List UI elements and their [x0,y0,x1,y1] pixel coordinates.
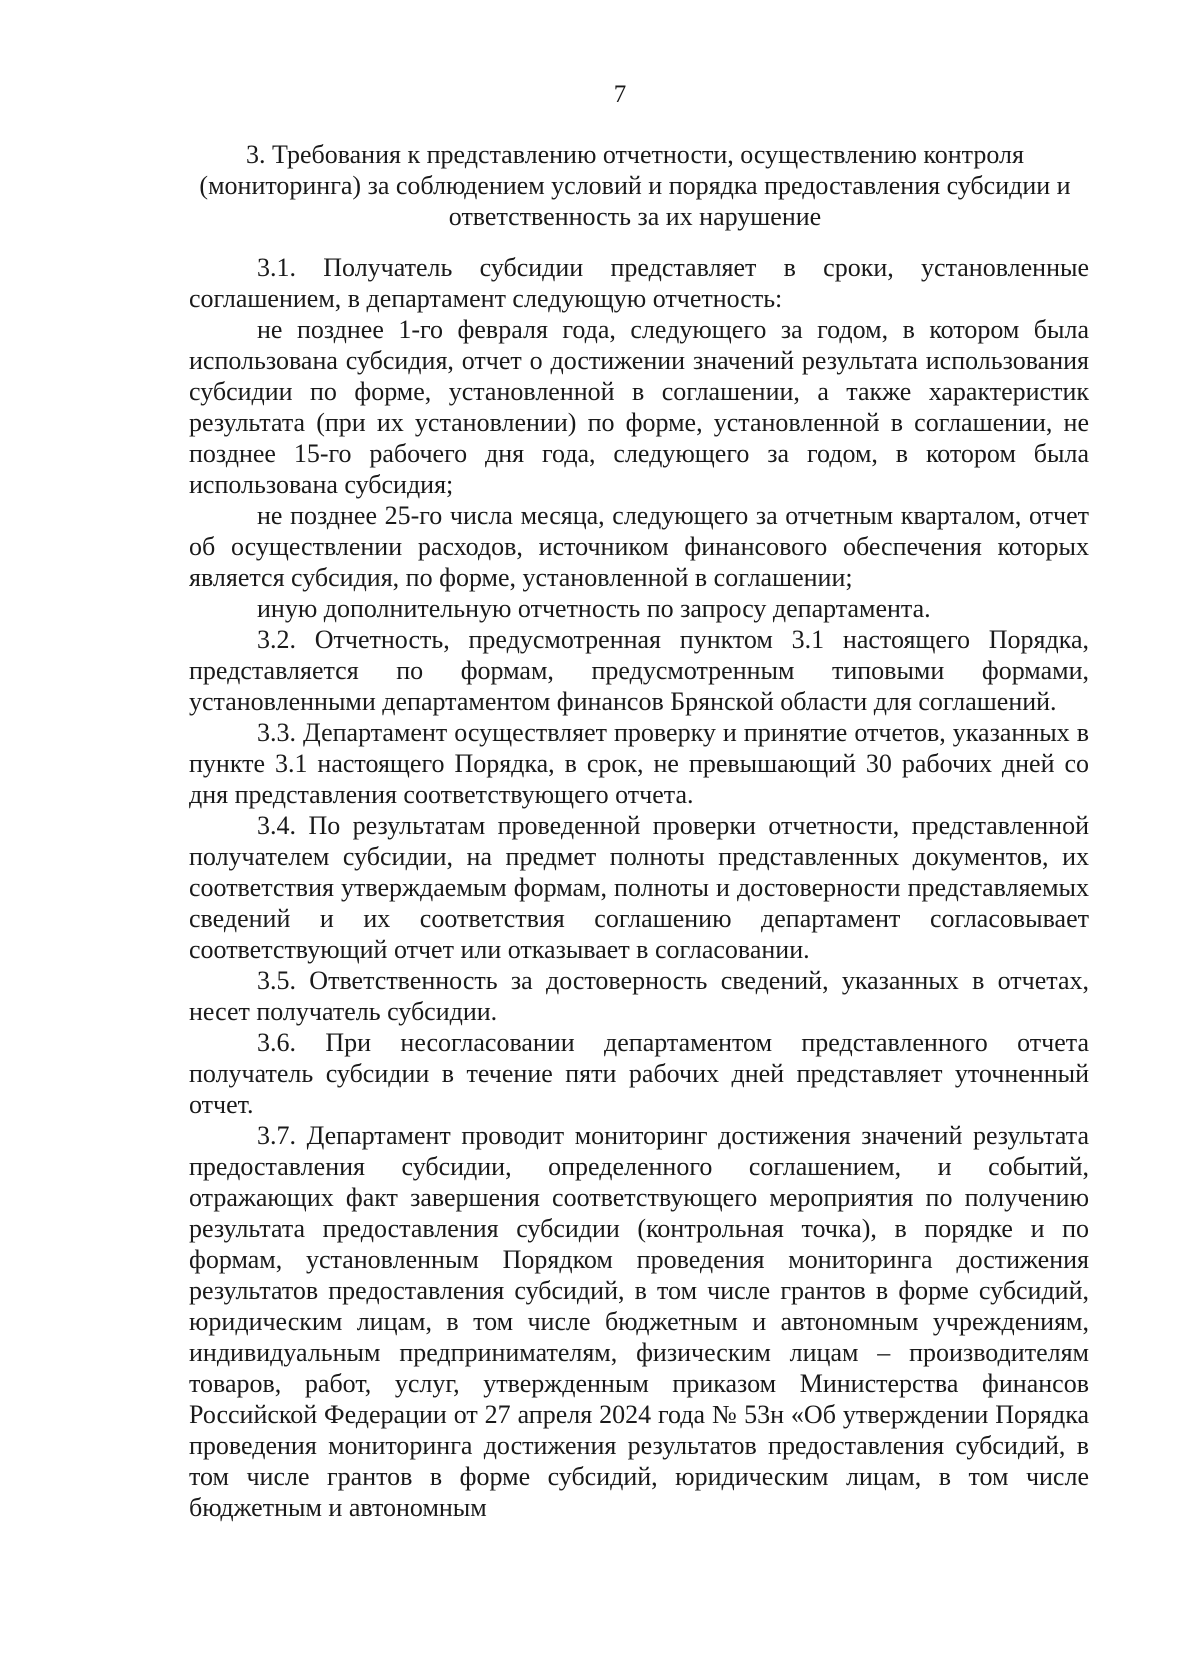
paragraph-report-results: не позднее 1-го февраля года, следующего за годом, в котором была использована субсидия, отчет о достижении значений результата использования субсидии по форме, установленной в соглашении, а также характеристик результата (при их установлении) по форме, установленной в соглашении, не позднее 15-го рабочего дня года, следующего за годом, в котором была использована субсидия; [189,315,1089,499]
paragraph-3-7: 3.7. Департамент проводит мониторинг достижения значений результата предоставления субсидии, определенного соглашением, и событий, отражающих факт завершения соответствующего мероприятия по получению результата предоставления субсидии (контрольная точка), в порядке и по формам, установленным Порядком проведения мониторинга достижения результатов предоставления субсидий, в том числе грантов в форме субсидий, юридическим лицам, в том числе бюджетным и автономным учреждениям, индивидуальным предпринимателям, физическим лицам – производителям товаров, работ, услуг, утвержденным приказом Министерства финансов Российской Федерации от 27 апреля 2024 года № 53н «Об утверждении Порядка проведения мониторинга достижения результатов предоставления субсидий, в том числе грантов в форме субсидий, юридическим лицам, в том числе бюджетным и автономным [189,1121,1089,1522]
paragraph-3-4: 3.4. По результатам проведенной проверки отчетности, представленной получателем субсидии, на предмет полноты представленных документов, их соответствия утверждаемым формам, полноты и достоверности представляемых сведений и их соответствия соглашению департамент согласовывает соответствующий отчет или отказывает в согласовании. [189,811,1089,964]
section-heading: 3. Требования к представлению отчетности, осуществлению контроля (мониторинга) за соблюдением условий и порядка предоставления субсидии и ответственность за их нарушение [199,140,1071,231]
paragraph-3-5: 3.5. Ответственность за достоверность сведений, указанных в отчетах, несет получатель субсидии. [189,966,1089,1026]
paragraph-report-expenses: не позднее 25-го числа месяца, следующего за отчетным кварталом, отчет об осуществлении расходов, источником финансового обеспечения которых является субсидия, по форме, установленной в соглашении; [189,501,1089,592]
paragraph-3-3: 3.3. Департамент осуществляет проверку и принятие отчетов, указанных в пункте 3.1 настоящего Порядка, в срок, не превышающий 30 рабочих дней со дня представления соответствующего отчета. [189,718,1089,809]
section-body [189,252,1089,1523]
page-number: 7 [613,81,627,108]
paragraph-additional-reports: иную дополнительную отчетность по запросу департамента. [257,594,931,623]
paragraph-3-6: 3.6. При несогласовании департаментом представленного отчета получатель субсидии в течение пяти рабочих дней представляет уточненный отчет. [189,1028,1089,1119]
paragraph-3-1: 3.1. Получатель субсидии представляет в сроки, установленные соглашением, в департамент следующую отчетность: [189,253,1089,313]
paragraph-3-2: 3.2. Отчетность, предусмотренная пунктом 3.1 настоящего Порядка, представляется по формам, предусмотренным типовыми формами, установленными департаментом финансов Брянской области для соглашений. [189,625,1089,716]
